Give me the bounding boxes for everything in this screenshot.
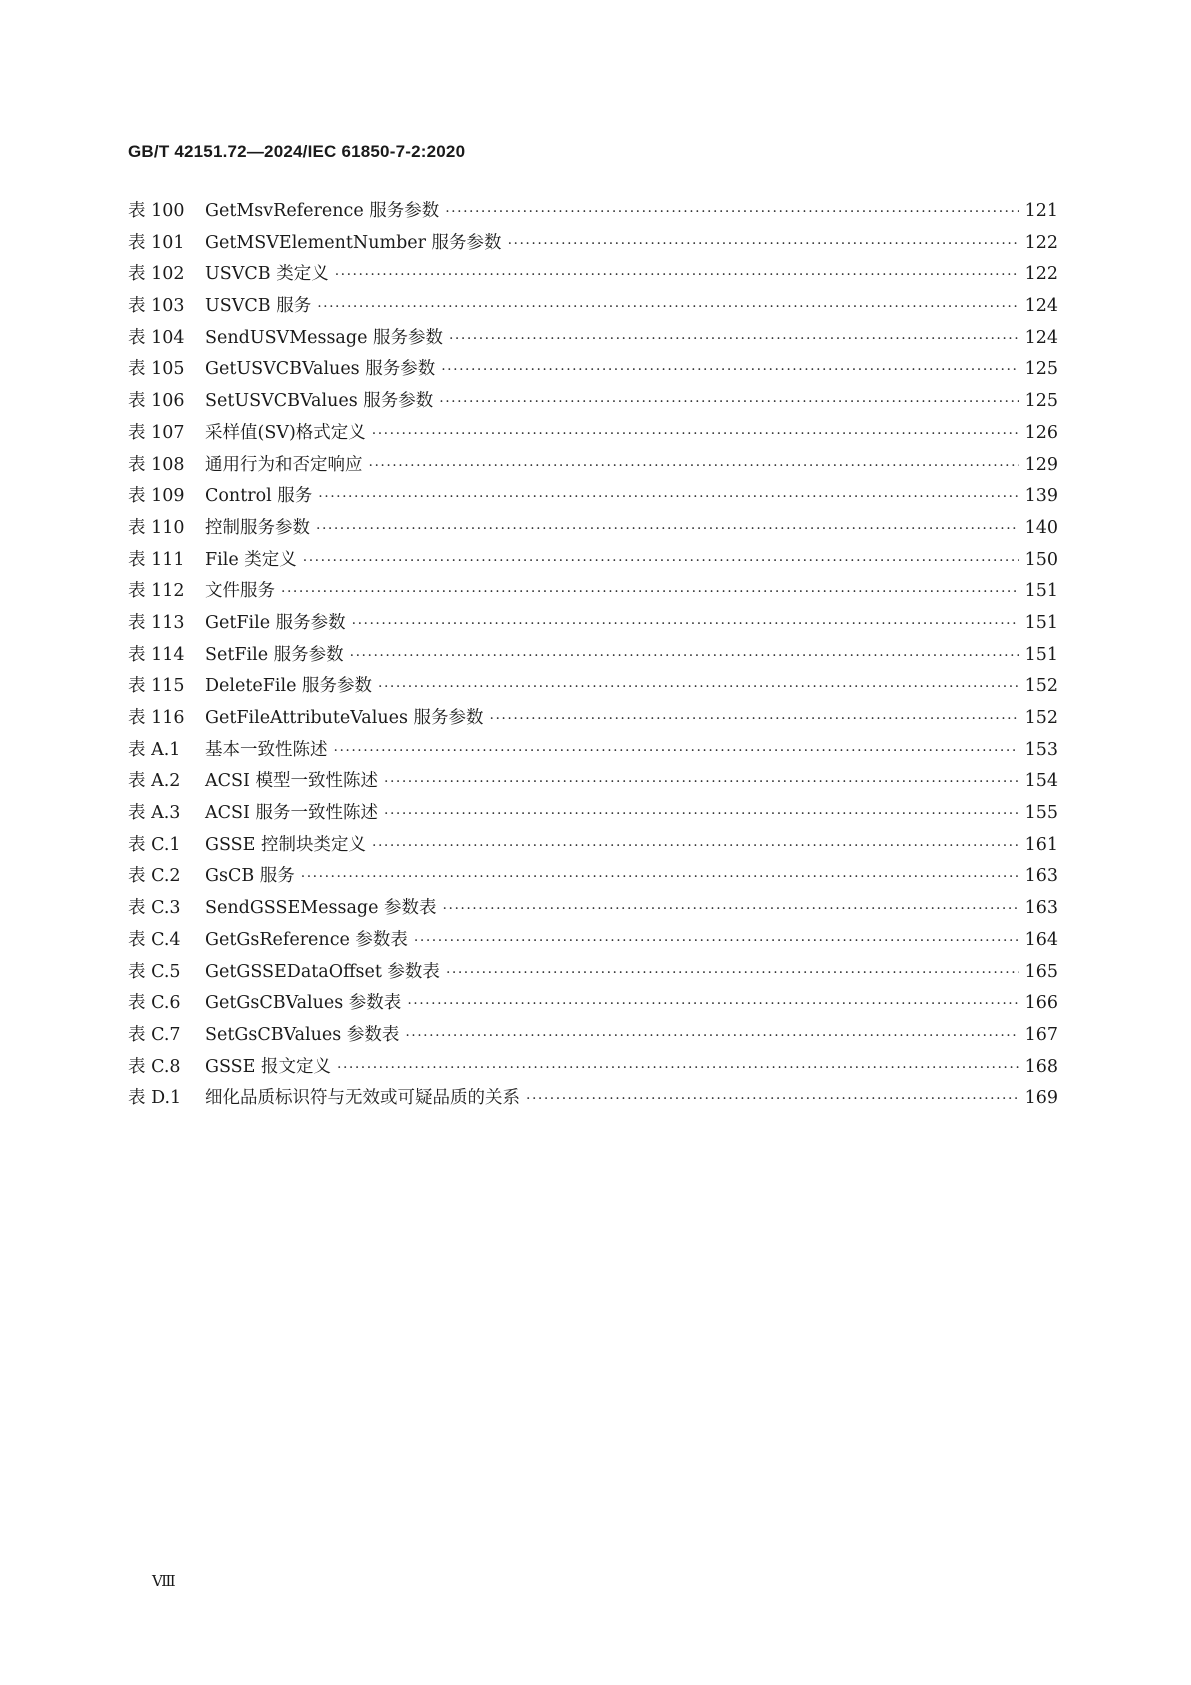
toc-entry-title: DeleteFile 服务参数 (205, 676, 372, 697)
toc-entry-label: 表 108 (128, 454, 185, 475)
toc-entry[interactable] (128, 893, 1058, 925)
toc-entry-page: 125 (1024, 359, 1058, 380)
toc-entry-label: 表 A.2 (128, 771, 181, 792)
toc-entry-label: 表 102 (128, 264, 185, 285)
toc-entry-title: GetGsReference 参数表 (205, 929, 408, 950)
toc-entry-title: GetMsvReference 服务参数 (205, 201, 440, 221)
toc-entry[interactable] (128, 513, 1058, 545)
toc-entry[interactable] (128, 640, 1058, 672)
toc-entry-page: 126 (1024, 422, 1058, 443)
toc-entry-label: 表 A.3 (128, 803, 181, 824)
toc-entry-title: GetFile 服务参数 (205, 612, 346, 633)
toc-entry-label: 表 103 (128, 296, 185, 317)
toc-entry-page: 152 (1024, 676, 1058, 697)
toc-entry-label: 表 A.1 (128, 739, 181, 760)
toc-entry-label: 表 C.7 (128, 1024, 181, 1045)
toc-leader-dots (372, 831, 1019, 863)
toc-leader-dots (337, 1053, 1019, 1085)
toc-entry-label: 表 106 (128, 391, 185, 412)
toc-entry-title: 细化品质标识符与无效或可疑品质的关系 (205, 1088, 520, 1109)
toc-entry-title: GsCB 服务 (205, 866, 295, 887)
toc-entry-label: 表 105 (128, 359, 185, 380)
toc-entry-title: GSSE 报文定义 (205, 1056, 331, 1077)
toc-leader-dots (445, 197, 1018, 229)
toc-entry[interactable] (128, 671, 1058, 703)
toc-entry[interactable] (128, 481, 1058, 513)
toc-entry-page: 121 (1024, 201, 1058, 221)
toc-entry-label: 表 C.2 (128, 866, 181, 887)
page-number: Ⅷ (152, 1572, 176, 1590)
toc-entry-title: File 类定义 (205, 549, 297, 570)
toc-entry-page: 151 (1024, 612, 1058, 633)
toc-entry-label: 表 115 (128, 676, 185, 697)
toc-entry-label: 表 109 (128, 486, 185, 507)
toc-entry-page: 151 (1024, 581, 1058, 602)
toc-leader-dots (446, 958, 1019, 990)
toc-entry[interactable] (128, 545, 1058, 577)
toc-entry-title: GetFileAttributeValues 服务参数 (205, 708, 484, 728)
toc-entry[interactable] (128, 988, 1058, 1020)
toc-entry-page: 163 (1024, 866, 1058, 887)
toc-entry-label: 表 112 (128, 581, 185, 602)
toc-leader-dots (281, 577, 1019, 609)
toc-leader-dots (526, 1084, 1019, 1116)
toc-entry[interactable] (128, 830, 1058, 862)
toc-entry-title: USVCB 类定义 (205, 264, 329, 285)
toc-entry[interactable] (128, 196, 1058, 228)
table-of-contents (128, 196, 1058, 1115)
toc-entry[interactable] (128, 766, 1058, 798)
toc-entry[interactable] (128, 450, 1058, 482)
toc-entry[interactable] (128, 386, 1058, 418)
toc-leader-dots (316, 514, 1019, 546)
toc-leader-dots (414, 926, 1019, 958)
toc-entry[interactable] (128, 259, 1058, 291)
toc-leader-dots (490, 704, 1019, 736)
toc-entry-title: GetGSSEDataOffset 参数表 (205, 961, 440, 982)
toc-entry-page: 129 (1024, 454, 1058, 475)
toc-entry-page: 124 (1024, 327, 1058, 348)
toc-leader-dots (439, 387, 1018, 419)
toc-entry-page: 161 (1024, 834, 1058, 855)
toc-leader-dots (317, 292, 1018, 324)
toc-entry-page: 153 (1024, 739, 1058, 760)
toc-entry-page: 167 (1024, 1024, 1058, 1045)
toc-leader-dots (378, 672, 1019, 704)
toc-entry-title: GetMSVElementNumber 服务参数 (205, 232, 502, 253)
toc-entry[interactable] (128, 323, 1058, 355)
toc-entry-title: SetGsCBValues 参数表 (205, 1024, 400, 1045)
toc-entry[interactable] (128, 418, 1058, 450)
toc-entry[interactable] (128, 925, 1058, 957)
toc-leader-dots (372, 419, 1019, 451)
toc-entry-title: 通用行为和否定响应 (205, 454, 363, 475)
toc-leader-dots (301, 862, 1019, 894)
toc-entry-label: 表 107 (128, 422, 185, 443)
toc-leader-dots (350, 641, 1019, 673)
toc-entry-label: 表 116 (128, 708, 185, 728)
toc-entry-label: 表 C.3 (128, 898, 181, 919)
toc-entry-label: 表 110 (128, 517, 185, 538)
toc-entry[interactable] (128, 703, 1058, 735)
toc-entry-label: 表 111 (128, 549, 185, 570)
toc-entry-page: 122 (1024, 264, 1058, 285)
toc-entry-page: 165 (1024, 961, 1058, 982)
toc-entry[interactable] (128, 1083, 1058, 1115)
toc-entry-title: 控制服务参数 (205, 517, 310, 538)
toc-entry-page: 154 (1024, 771, 1058, 792)
toc-entry-label: 表 C.5 (128, 961, 181, 982)
toc-entry[interactable] (128, 1052, 1058, 1084)
toc-entry-page: 140 (1024, 517, 1058, 538)
toc-entry[interactable] (128, 957, 1058, 989)
toc-entry-page: 125 (1024, 391, 1058, 412)
toc-entry-page: 151 (1024, 644, 1058, 665)
toc-entry-title: Control 服务 (205, 486, 313, 507)
toc-entry-label: 表 C.6 (128, 993, 181, 1014)
toc-entry-page: 169 (1024, 1088, 1058, 1109)
toc-leader-dots (303, 546, 1019, 578)
toc-entry-title: GetUSVCBValues 服务参数 (205, 359, 436, 380)
toc-entry-label: 表 100 (128, 201, 185, 221)
toc-entry-page: 166 (1024, 993, 1058, 1014)
toc-entry-title: SendUSVMessage 服务参数 (205, 327, 443, 348)
toc-entry-title: 基本一致性陈述 (205, 739, 328, 760)
toc-entry-label: 表 104 (128, 327, 185, 348)
toc-entry-title: SetFile 服务参数 (205, 644, 344, 665)
toc-entry-title: USVCB 服务 (205, 296, 312, 317)
toc-entry[interactable] (128, 1020, 1058, 1052)
toc-entry-title: ACSI 模型一致性陈述 (205, 771, 378, 792)
toc-leader-dots (384, 799, 1019, 831)
toc-entry-title: 文件服务 (205, 581, 275, 602)
toc-entry-page: 139 (1024, 486, 1058, 507)
toc-entry-title: GetGsCBValues 参数表 (205, 993, 402, 1014)
toc-entry-title: SendGSSEMessage 参数表 (205, 898, 437, 919)
toc-entry-title: 采样值(SV)格式定义 (205, 422, 366, 443)
toc-entry-page: 122 (1024, 232, 1058, 253)
toc-entry-label: 表 113 (128, 612, 185, 633)
toc-leader-dots (441, 355, 1018, 387)
toc-entry-label: 表 C.1 (128, 834, 181, 855)
toc-entry-label: 表 C.4 (128, 929, 181, 950)
toc-entry[interactable] (128, 608, 1058, 640)
toc-leader-dots (369, 451, 1019, 483)
toc-entry-label: 表 101 (128, 232, 185, 253)
toc-entry-label: 表 D.1 (128, 1088, 182, 1109)
toc-entry-label: 表 114 (128, 644, 185, 665)
toc-leader-dots (384, 767, 1019, 799)
toc-entry[interactable] (128, 576, 1058, 608)
toc-entry-page: 164 (1024, 929, 1058, 950)
toc-leader-dots (405, 1021, 1018, 1053)
toc-entry-page: 152 (1024, 708, 1058, 728)
toc-entry-page: 124 (1024, 296, 1058, 317)
toc-leader-dots (335, 260, 1019, 292)
toc-entry-title: SetUSVCBValues 服务参数 (205, 391, 434, 412)
toc-entry[interactable] (128, 291, 1058, 323)
document-header: GB/T 42151.72—2024/IEC 61850-7-2:2020 (128, 142, 466, 161)
toc-leader-dots (318, 482, 1018, 514)
toc-entry-page: 155 (1024, 803, 1058, 824)
toc-entry-page: 163 (1024, 898, 1058, 919)
toc-entry-page: 168 (1024, 1056, 1058, 1077)
toc-entry[interactable] (128, 798, 1058, 830)
toc-leader-dots (334, 736, 1019, 768)
toc-leader-dots (443, 894, 1019, 926)
toc-entry[interactable] (128, 861, 1058, 893)
toc-leader-dots (449, 324, 1019, 356)
toc-entry[interactable] (128, 228, 1058, 260)
toc-leader-dots (407, 989, 1018, 1021)
toc-entry[interactable] (128, 735, 1058, 767)
toc-leader-dots (508, 229, 1019, 261)
toc-entry-label: 表 C.8 (128, 1056, 181, 1077)
toc-entry[interactable] (128, 354, 1058, 386)
toc-entry-title: ACSI 服务一致性陈述 (205, 803, 378, 824)
toc-entry-title: GSSE 控制块类定义 (205, 834, 366, 855)
toc-entry-page: 150 (1024, 549, 1058, 570)
toc-leader-dots (352, 609, 1019, 641)
